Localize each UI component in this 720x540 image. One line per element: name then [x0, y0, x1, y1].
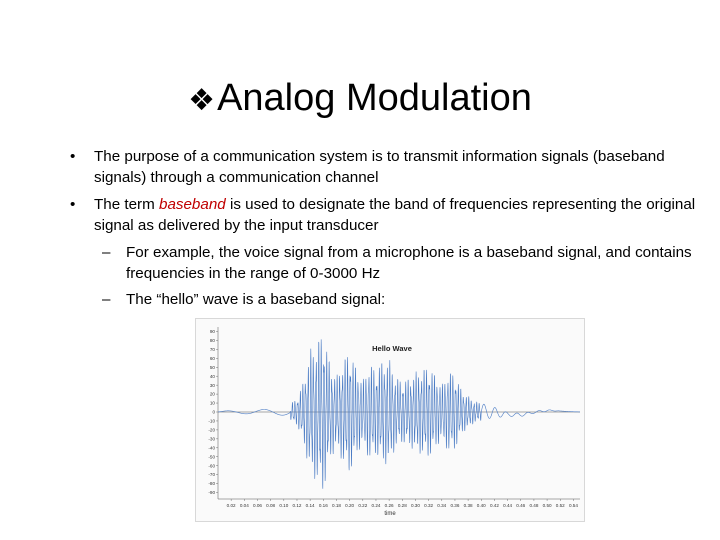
y-axis — [208, 329, 218, 495]
x-tick-label: 0.48 — [529, 503, 539, 508]
x-tick-label: 0.52 — [555, 503, 565, 508]
y-tick-label: 20 — [209, 391, 215, 397]
y-tick-label: 60 — [209, 355, 215, 361]
sub-bullet-1 — [60, 242, 700, 284]
x-tick-label: 0.50 — [542, 503, 552, 508]
x-tick-label: 0.30 — [410, 503, 420, 508]
y-tick-label: -70 — [208, 472, 215, 478]
x-tick-label: 0.08 — [266, 503, 276, 508]
x-tick-label: 0.28 — [397, 503, 407, 508]
baseband-emphasis: baseband — [159, 196, 226, 213]
slide-title-text: Analog Modulation — [217, 77, 532, 119]
y-tick-label: 40 — [209, 373, 215, 379]
hello-wave-figure — [195, 318, 585, 522]
x-tick-label: 0.18 — [331, 503, 341, 508]
x-tick-label: 0.46 — [516, 503, 526, 508]
bullet-1-text: The purpose of a communication system is to transmit information signals (baseband signals) through a communication channel — [94, 148, 665, 186]
x-tick-label: 0.02 — [226, 503, 236, 508]
x-tick-label: 0.24 — [371, 503, 381, 508]
slide-body — [60, 146, 700, 315]
x-axis — [227, 499, 579, 508]
x-tick-label: 0.20 — [345, 503, 355, 508]
x-tick-label: 0.32 — [424, 503, 434, 508]
y-tick-label: 70 — [209, 346, 215, 352]
bullet-2 — [60, 194, 700, 236]
y-tick-label: -60 — [208, 463, 215, 469]
wave-series-line — [218, 339, 580, 488]
sub-bullet-2 — [60, 289, 700, 310]
x-tick-label: 0.12 — [292, 503, 302, 508]
sub-bullet-1-text: For example, the voice signal from a microphone is a baseband signal, and contains frequencies in the range of 0-3000 Hz — [126, 244, 692, 282]
y-tick-label: -90 — [208, 490, 215, 496]
y-tick-label: -40 — [208, 445, 215, 451]
x-tick-label: 0.06 — [253, 503, 262, 508]
bullet-1 — [60, 146, 700, 188]
slide-title — [0, 74, 720, 125]
x-tick-label: 0.38 — [463, 503, 473, 508]
y-tick-label: 90 — [209, 329, 215, 335]
x-tick-label: 0.10 — [279, 503, 289, 508]
x-tick-label: 0.22 — [358, 503, 368, 508]
x-tick-label: 0.36 — [450, 503, 460, 508]
sub-bullet-dash-icon: – — [102, 244, 111, 261]
y-tick-label: 80 — [209, 338, 215, 344]
sub-bullet-dash-icon: – — [102, 291, 111, 308]
y-tick-label: -30 — [208, 436, 215, 442]
bullet-2-post: is used to designate the band of frequencies representing the original signal as delivered by the input transducer — [94, 196, 696, 234]
title-diamond-icon: ❖ — [188, 84, 216, 117]
hello-wave-chart — [196, 319, 584, 521]
y-tick-label: 50 — [209, 364, 215, 370]
y-tick-label: 30 — [209, 382, 215, 388]
y-tick-label: 10 — [209, 400, 215, 406]
x-tick-label: 0.14 — [305, 503, 315, 508]
x-tick-label: 0.26 — [384, 503, 394, 508]
x-tick-label: 0.16 — [318, 503, 328, 508]
x-tick-label: 0.54 — [568, 503, 578, 508]
y-tick-label: -10 — [208, 418, 215, 424]
bullet-2-pre: The term — [94, 196, 159, 213]
sub-bullet-2-text: The “hello” wave is a baseband signal: — [126, 291, 386, 308]
y-tick-label: -20 — [208, 427, 215, 433]
y-tick-label: 0 — [212, 409, 215, 415]
x-tick-label: 0.34 — [437, 503, 447, 508]
x-axis-label: time — [384, 511, 396, 517]
x-tick-label: 0.42 — [489, 503, 499, 508]
bullet-dot-icon: • — [70, 148, 76, 165]
x-tick-label: 0.40 — [476, 503, 486, 508]
y-tick-label: -50 — [208, 454, 215, 460]
y-tick-label: -80 — [208, 481, 215, 487]
x-tick-label: 0.04 — [239, 503, 249, 508]
x-tick-label: 0.44 — [503, 503, 513, 508]
bullet-dot-icon: • — [70, 196, 76, 213]
chart-title: Hello Wave — [372, 344, 412, 353]
